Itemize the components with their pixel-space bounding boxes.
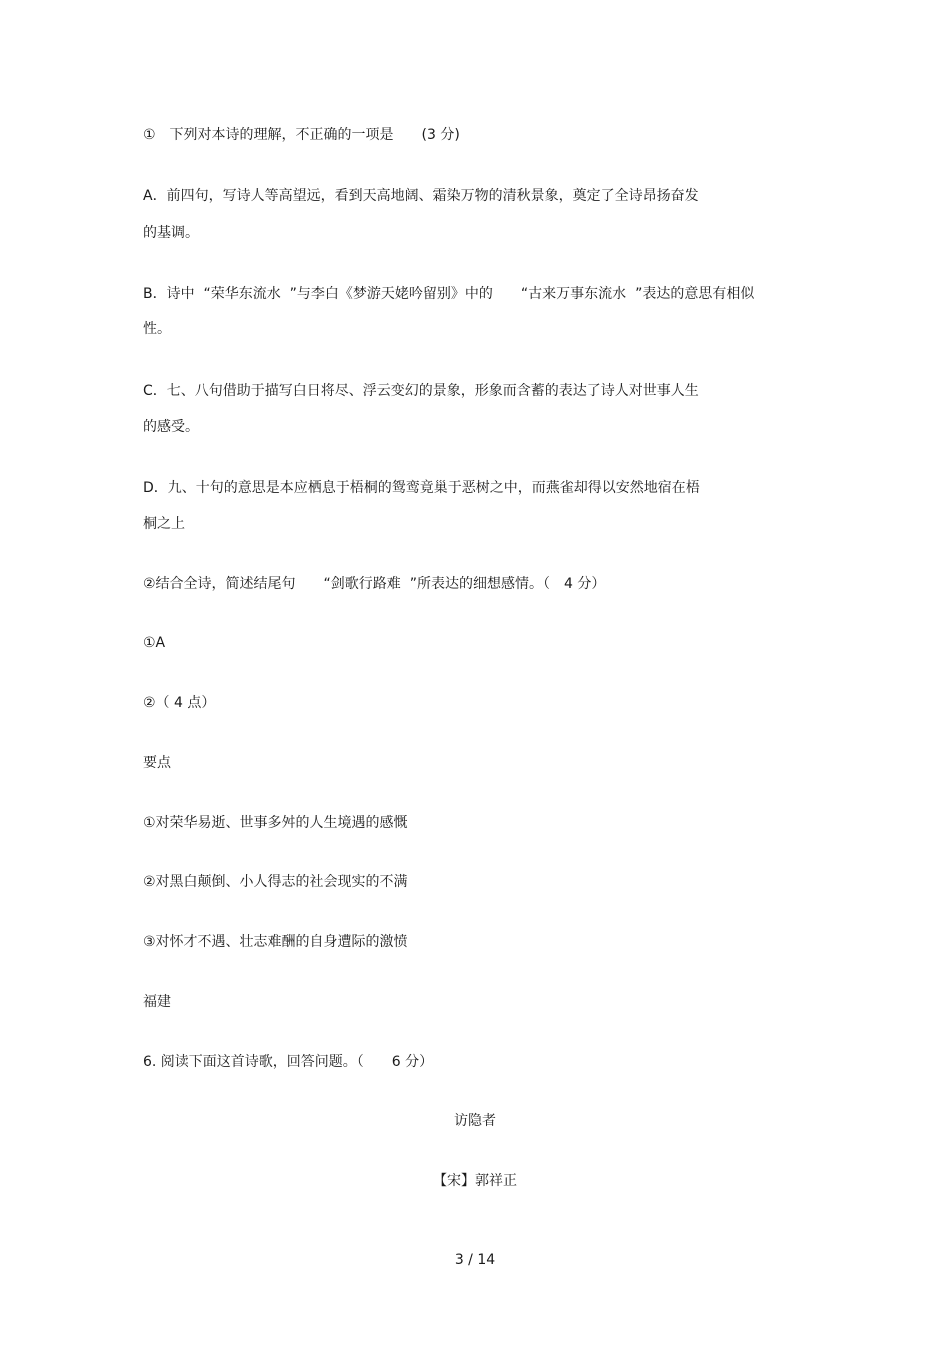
option-d-line-2: 桐之上: [143, 516, 185, 532]
option-d-line-1: D．九、十句的意思是本应栖息于梧桐的鸳鸾竟巢于恶树之中，而燕雀却得以安然地宿在梧: [143, 480, 700, 496]
question-2-prompt: ②结合全诗，简述结尾句 “剑歌行路难 ”所表达的细想感情。（ 4 分）: [143, 576, 606, 592]
option-c-line-1: C．七、八句借助于描写白日将尽、浮云变幻的景象，形象而含蓄的表达了诗人对世事人生: [143, 383, 699, 399]
answer-1: ①A: [143, 635, 166, 651]
key-points-label: 要点: [143, 755, 171, 771]
region-label: 福建: [143, 994, 171, 1010]
poem-title: 访隐者: [454, 1113, 496, 1129]
option-a-line-2: 的基调。: [143, 225, 199, 241]
question-6-prompt: 6. 阅读下面这首诗歌，回答问题。（ 6 分）: [143, 1054, 434, 1070]
option-a-line-1: A．前四句，写诗人等高望远，看到天高地阔、霜染万物的清秋景象，奠定了全诗昂扬奋发: [143, 188, 699, 204]
key-point-2: ②对黑白颠倒、小人得志的社会现实的不满: [143, 874, 408, 890]
answer-2: ②（ 4 点）: [143, 695, 216, 711]
question-1-prompt: ① 下列对本诗的理解，不正确的一项是 (3 分): [143, 127, 460, 143]
option-c-line-2: 的感受。: [143, 419, 199, 435]
key-point-3: ③对怀才不遇、壮志难酬的自身遭际的激愤: [143, 934, 408, 950]
option-b-line-1: B．诗中 “荣华东流水 ”与李白《梦游天姥吟留别》中的 “古来万事东流水 ”表达的意思有相似: [143, 286, 755, 302]
key-point-1: ①对荣华易逝、世事多舛的人生境遇的感慨: [143, 815, 408, 831]
option-b-line-2: 性。: [143, 321, 171, 337]
poem-author: 【宋】郭祥正: [433, 1173, 517, 1189]
page-number: 3 / 14: [454, 1252, 496, 1268]
